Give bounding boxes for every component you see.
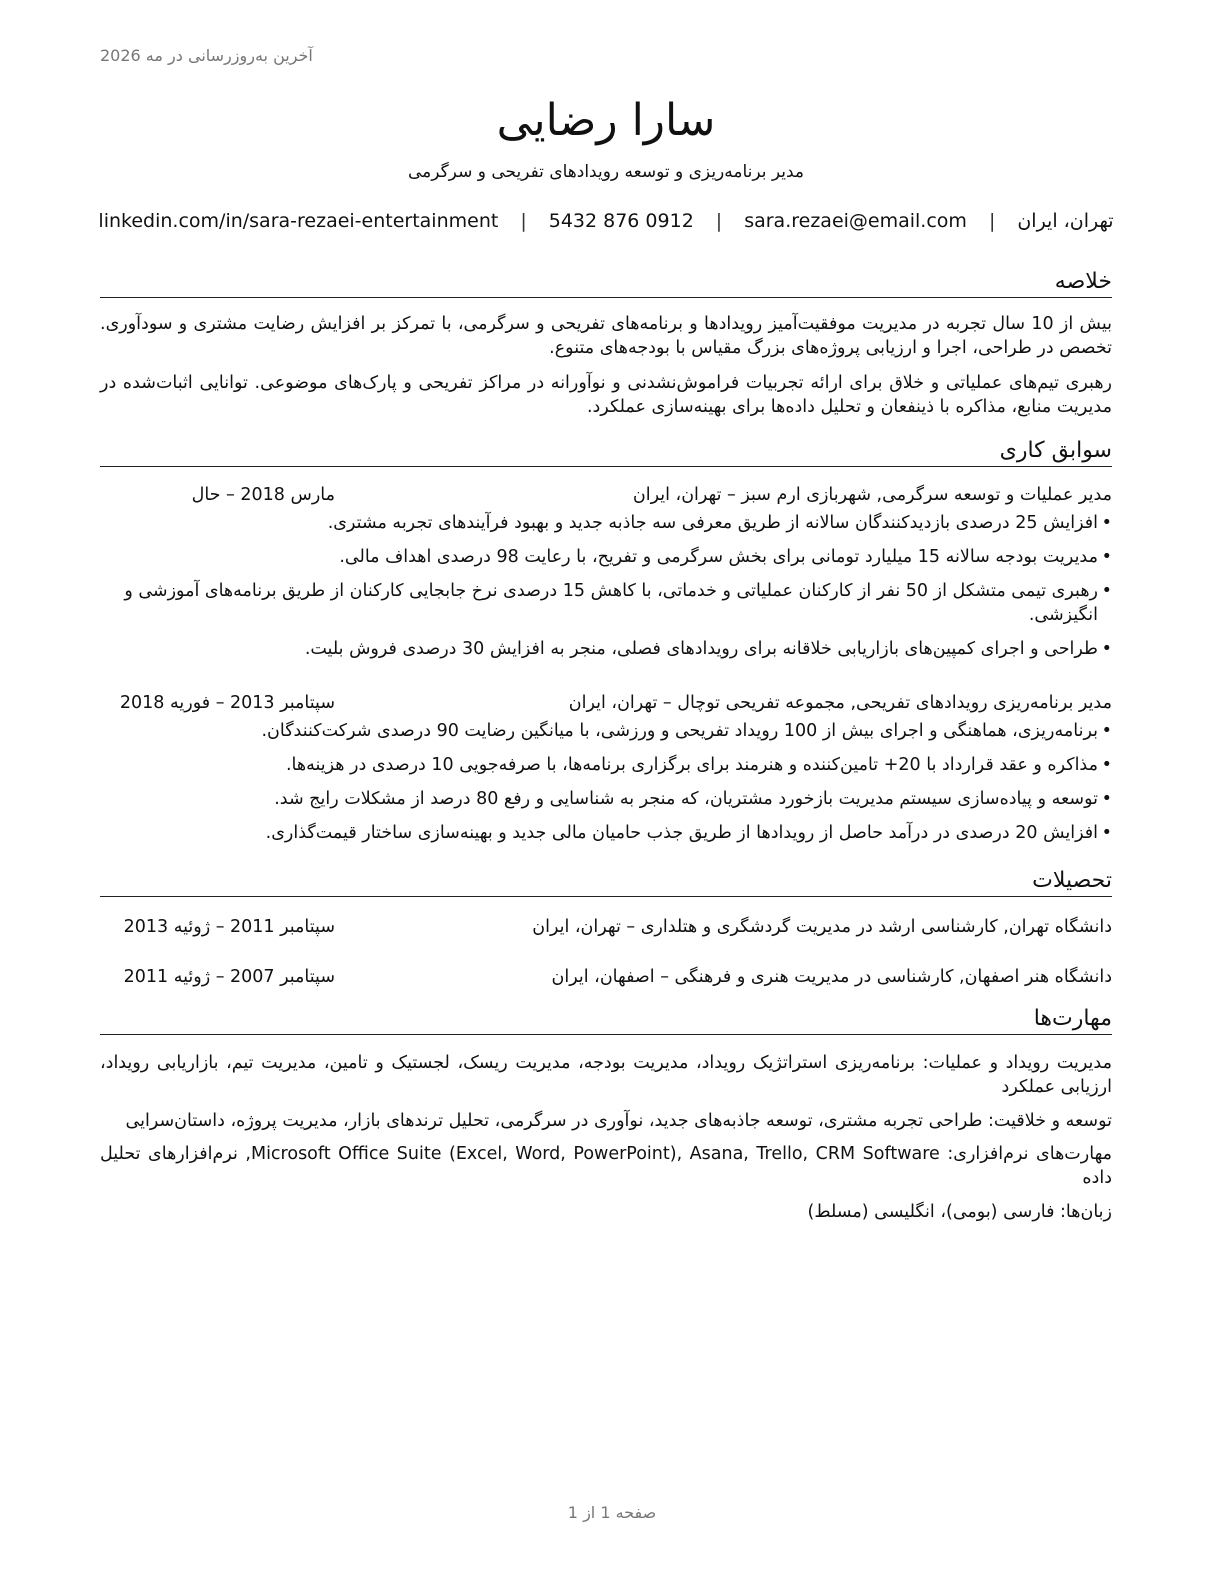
job-header xyxy=(100,691,1112,715)
last-updated-text: آخرین به‌روزرسانی در مه 2026 xyxy=(100,46,313,65)
skills-heading: مهارت‌ها xyxy=(100,1005,1112,1035)
list-item: • رهبری تیمی متشکل از 50 نفر از کارکنان عملیاتی و خدماتی، با کاهش 15 درصدی نرخ جابجایی کارکنان از طریق برنامه‌های آموزشی و انگیزشی. xyxy=(100,579,1112,627)
contact-separator: | xyxy=(520,210,527,232)
education-dates: سپتامبر 2011 – ژوئیه 2013 xyxy=(123,917,335,937)
education-degree: دانشگاه هنر اصفهان, کارشناسی در مدیریت هنری و فرهنگی – اصفهان، ایران xyxy=(551,967,1112,987)
job-dates: سپتامبر 2013 – فوریه 2018 xyxy=(119,693,335,713)
list-item: • مدیریت بودجه سالانه 15 میلیارد تومانی برای بخش سرگرمی و تفریح، با رعایت 98 درصدی اهداف مالی. xyxy=(100,545,1112,569)
job-bullets xyxy=(100,511,1112,661)
education-heading: تحصیلات xyxy=(100,867,1112,897)
page-number: صفحه 1 از 1 xyxy=(567,1503,657,1522)
job-title-company: مدیر عملیات و توسعه سرگرمی, شهربازی ارم سبز – تهران، ایران xyxy=(632,485,1112,505)
education-degree: دانشگاه تهران, کارشناسی ارشد در مدیریت گردشگری و هتلداری – تهران، ایران xyxy=(532,917,1112,937)
skills-line: توسعه و خلاقیت: طراحی تجربه مشتری، توسعه جاذبه‌های جدید، نوآوری در سرگرمی، تحلیل ترندهای بازار، مدیریت پروژه، داستان‌سرایی xyxy=(125,1111,1112,1131)
contact-separator: | xyxy=(988,210,996,232)
job-header xyxy=(100,483,1112,507)
contact-line xyxy=(100,210,1112,232)
list-item: • افزایش 25 درصدی بازدیدکنندگان سالانه از طریق معرفی سه جاذبه جدید و بهبود فرآیندهای تجربه مشتری. xyxy=(100,511,1112,535)
candidate-name: سارا رضایی xyxy=(496,95,716,146)
experience-heading: سوابق کاری xyxy=(100,437,1112,467)
job-entry xyxy=(100,691,1112,845)
list-item: • توسعه و پیاده‌سازی سیستم مدیریت بازخورد مشتریان، که منجر به شناسایی و رفع 80 درصد از مشکلات رایج شد. xyxy=(100,787,1112,811)
contact-linkedin[interactable]: linkedin.com/in/sara-rezaei-entertainment xyxy=(98,210,499,232)
education-entry xyxy=(100,915,1112,939)
summary-paragraph: بیش از 10 سال تجربه در مدیریت موفقیت‌آمیز رویدادها و برنامه‌های تفریحی و سرگرمی، با تمرکز بر افزایش رضایت مشتری و سودآوری. تخصص در طراحی، اجرا و ارزیابی پروژه‌های بزرگ مقیاس با بودجه‌های متنوع. xyxy=(100,314,1112,358)
list-item: • برنامه‌ریزی، هماهنگی و اجرای بیش از 100 رویداد تفریحی و ورزشی، با میانگین رضایت 90 درصدی شرکت‌کنندگان. xyxy=(100,719,1112,743)
list-item: • افزایش 20 درصدی در درآمد حاصل از رویدادها از طریق جذب حامیان مالی جدید و بهینه‌سازی ساختار قیمت‌گذاری. xyxy=(100,821,1112,845)
job-title-company: مدیر برنامه‌ریزی رویدادهای تفریحی, مجموعه تفریحی توچال – تهران، ایران xyxy=(568,693,1112,713)
summary-paragraph: رهبری تیم‌های عملیاتی و خلاق برای ارائه تجربیات فراموش‌نشدنی و نوآورانه در مراکز تفریحی و پارک‌های موضوعی. توانایی اثبات‌شده در مدیریت منابع، مذاکره با ذینفعان و تحلیل داده‌ها برای بهینه‌سازی عملکرد. xyxy=(100,373,1112,417)
list-item: • مذاکره و عقد قرارداد با 20+ تامین‌کننده و هنرمند برای برگزاری برنامه‌ها، با صرفه‌جویی 10 درصدی در هزینه‌ها. xyxy=(100,753,1112,777)
skills-section xyxy=(100,1005,1112,1224)
education-entry xyxy=(100,965,1112,989)
summary-section xyxy=(100,268,1112,419)
experience-section xyxy=(100,437,1112,845)
contact-separator: | xyxy=(715,210,723,232)
job-dates: مارس 2018 – حال xyxy=(191,485,335,505)
contact-location: تهران، ایران xyxy=(1017,210,1114,232)
skills-line: مهارت‌های نرم‌افزاری: Microsoft Office Suite (Excel, Word, PowerPoint), Asana, Trello, CRM Software, نرم‌افزارهای تحلیل داده xyxy=(100,1144,1113,1188)
education-dates: سپتامبر 2007 – ژوئیه 2011 xyxy=(123,967,335,987)
education-section xyxy=(100,867,1112,989)
skills-line: زبان‌ها: فارسی (بومی)، انگلیسی (مسلط) xyxy=(807,1202,1112,1222)
list-item: • طراحی و اجرای کمپین‌های بازاریابی خلاقانه برای رویدادهای فصلی، منجر به افزایش 30 درصدی فروش بلیت. xyxy=(100,637,1112,661)
job-bullets xyxy=(100,719,1112,845)
summary-heading: خلاصه xyxy=(100,268,1112,298)
job-entry xyxy=(100,483,1112,661)
contact-email[interactable]: sara.rezaei@email.com xyxy=(744,210,967,232)
contact-phone: 5432 876 0912 xyxy=(548,210,694,232)
resume-body xyxy=(100,90,1112,1224)
candidate-title: مدیر برنامه‌ریزی و توسعه رویدادهای تفریحی و سرگرمی xyxy=(407,162,805,182)
skills-line: مدیریت رویداد و عملیات: برنامه‌ریزی استراتژیک رویداد، مدیریت بودجه، مدیریت ریسک، لجستیک و تامین، مدیریت تیم، بازاریابی رویداد، ارزیابی عملکرد xyxy=(100,1053,1112,1097)
